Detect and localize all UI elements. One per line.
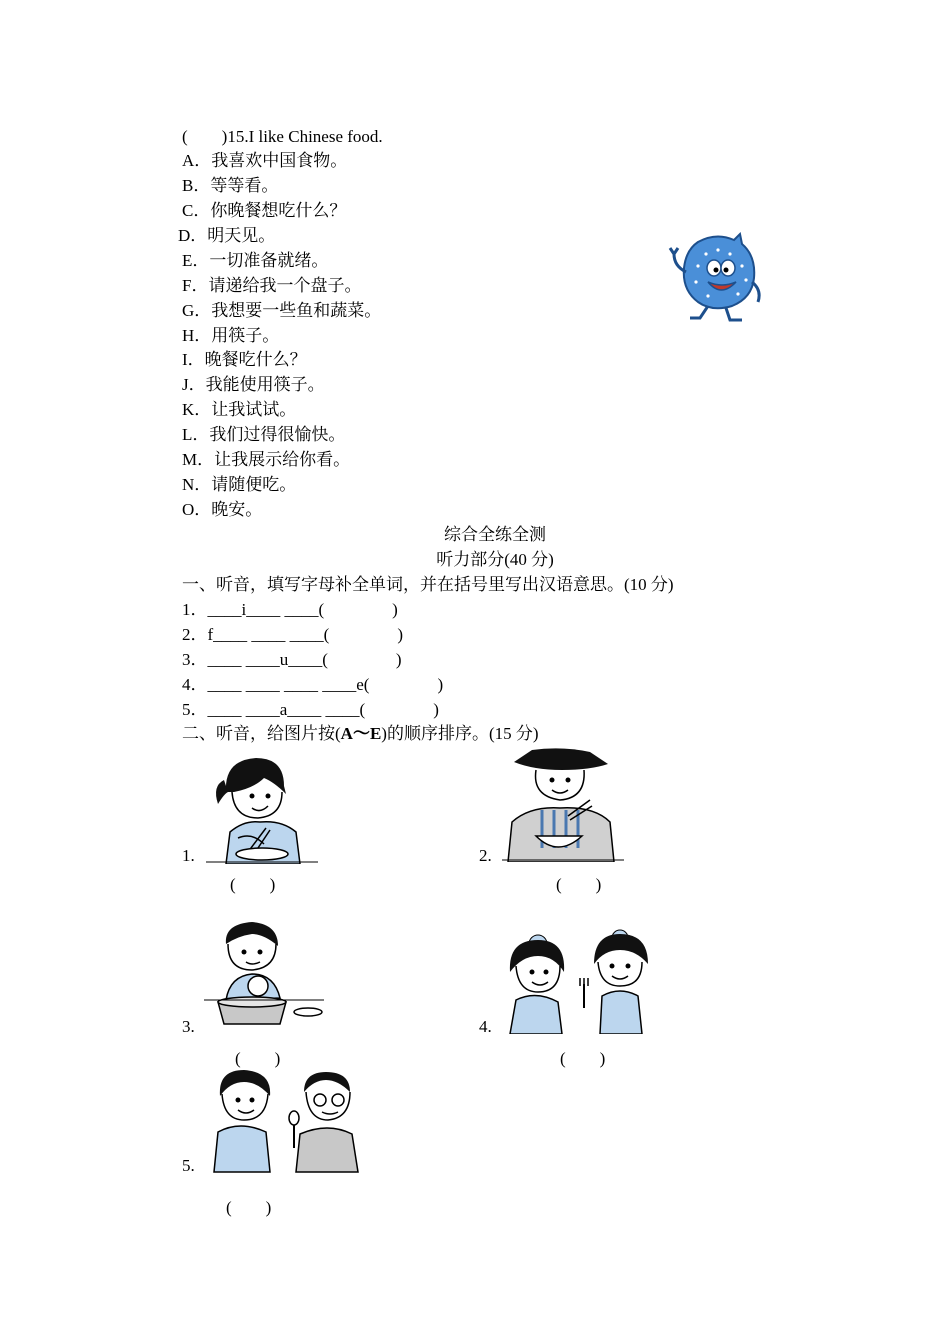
picture-3-boy-washing-dishes xyxy=(204,920,324,1032)
option-l: L．我们过得很愉快。 xyxy=(182,425,346,444)
picture-1-girl-eating xyxy=(204,752,320,864)
picture-3-number: 3. xyxy=(182,1017,195,1036)
picture-3-answer-blank: ( ) xyxy=(235,1049,281,1068)
option-o: O．晚安。 xyxy=(182,500,263,519)
option-k: K．让我试试。 xyxy=(182,400,297,419)
option-c: C．你晚餐想吃什么？ xyxy=(182,201,347,220)
option-e: E．一切准备就绪。 xyxy=(182,251,329,270)
picture-4-answer-blank: ( ) xyxy=(560,1049,606,1068)
picture-5-answer-blank: ( ) xyxy=(226,1198,272,1217)
option-h: H．用筷子。 xyxy=(182,326,280,345)
picture-2-answer-blank: ( ) xyxy=(556,875,602,894)
part1-item-1: 1．____i____ ____( ) xyxy=(182,600,398,619)
picture-4-two-girls xyxy=(502,926,662,1034)
picture-4-number: 4. xyxy=(479,1017,492,1036)
option-g: G．我想要一些鱼和蔬菜。 xyxy=(182,301,382,320)
section-title: 听力部分(40 分) xyxy=(436,550,554,569)
part1-heading: 一、听音，填写字母补全单词，并在括号里写出汉语意思。(10 分) xyxy=(182,575,674,594)
option-m: M．让我展示给你看。 xyxy=(182,450,351,469)
part2-heading: 二、听音，给图片按(A～E)的顺序排序。(15 分) xyxy=(182,724,539,743)
picture-5-boy-and-man xyxy=(210,1068,366,1174)
option-f: F．请递给我一个盘子。 xyxy=(182,276,362,295)
question-15-stem: ( )15.I like Chinese food. xyxy=(182,127,383,146)
part1-item-2: 2．f____ ____ ____( ) xyxy=(182,625,403,644)
part1-item-4: 4．____ ____ ____ ____e( ) xyxy=(182,675,444,694)
option-b: B．等等看。 xyxy=(182,176,279,195)
option-i: I．晚餐吃什么？ xyxy=(182,350,307,369)
picture-5-number: 5. xyxy=(182,1156,195,1175)
option-j: J．我能使用筷子。 xyxy=(182,375,325,394)
part1-item-3: 3．____ ____u____( ) xyxy=(182,650,402,669)
test-title: 综合全练全测 xyxy=(444,525,546,544)
picture-2-boy-with-bowl xyxy=(502,748,624,862)
picture-1-answer-blank: ( ) xyxy=(230,875,276,894)
option-d: D．明天见。 xyxy=(178,226,276,245)
part1-item-5: 5．____ ____a____ ____( ) xyxy=(182,700,439,719)
option-a: A．我喜欢中国食物。 xyxy=(182,151,348,170)
picture-2-number: 2. xyxy=(479,846,492,865)
mascot-illustration xyxy=(668,232,764,324)
option-n: N．请随便吃。 xyxy=(182,475,297,494)
picture-1-number: 1. xyxy=(182,846,195,865)
